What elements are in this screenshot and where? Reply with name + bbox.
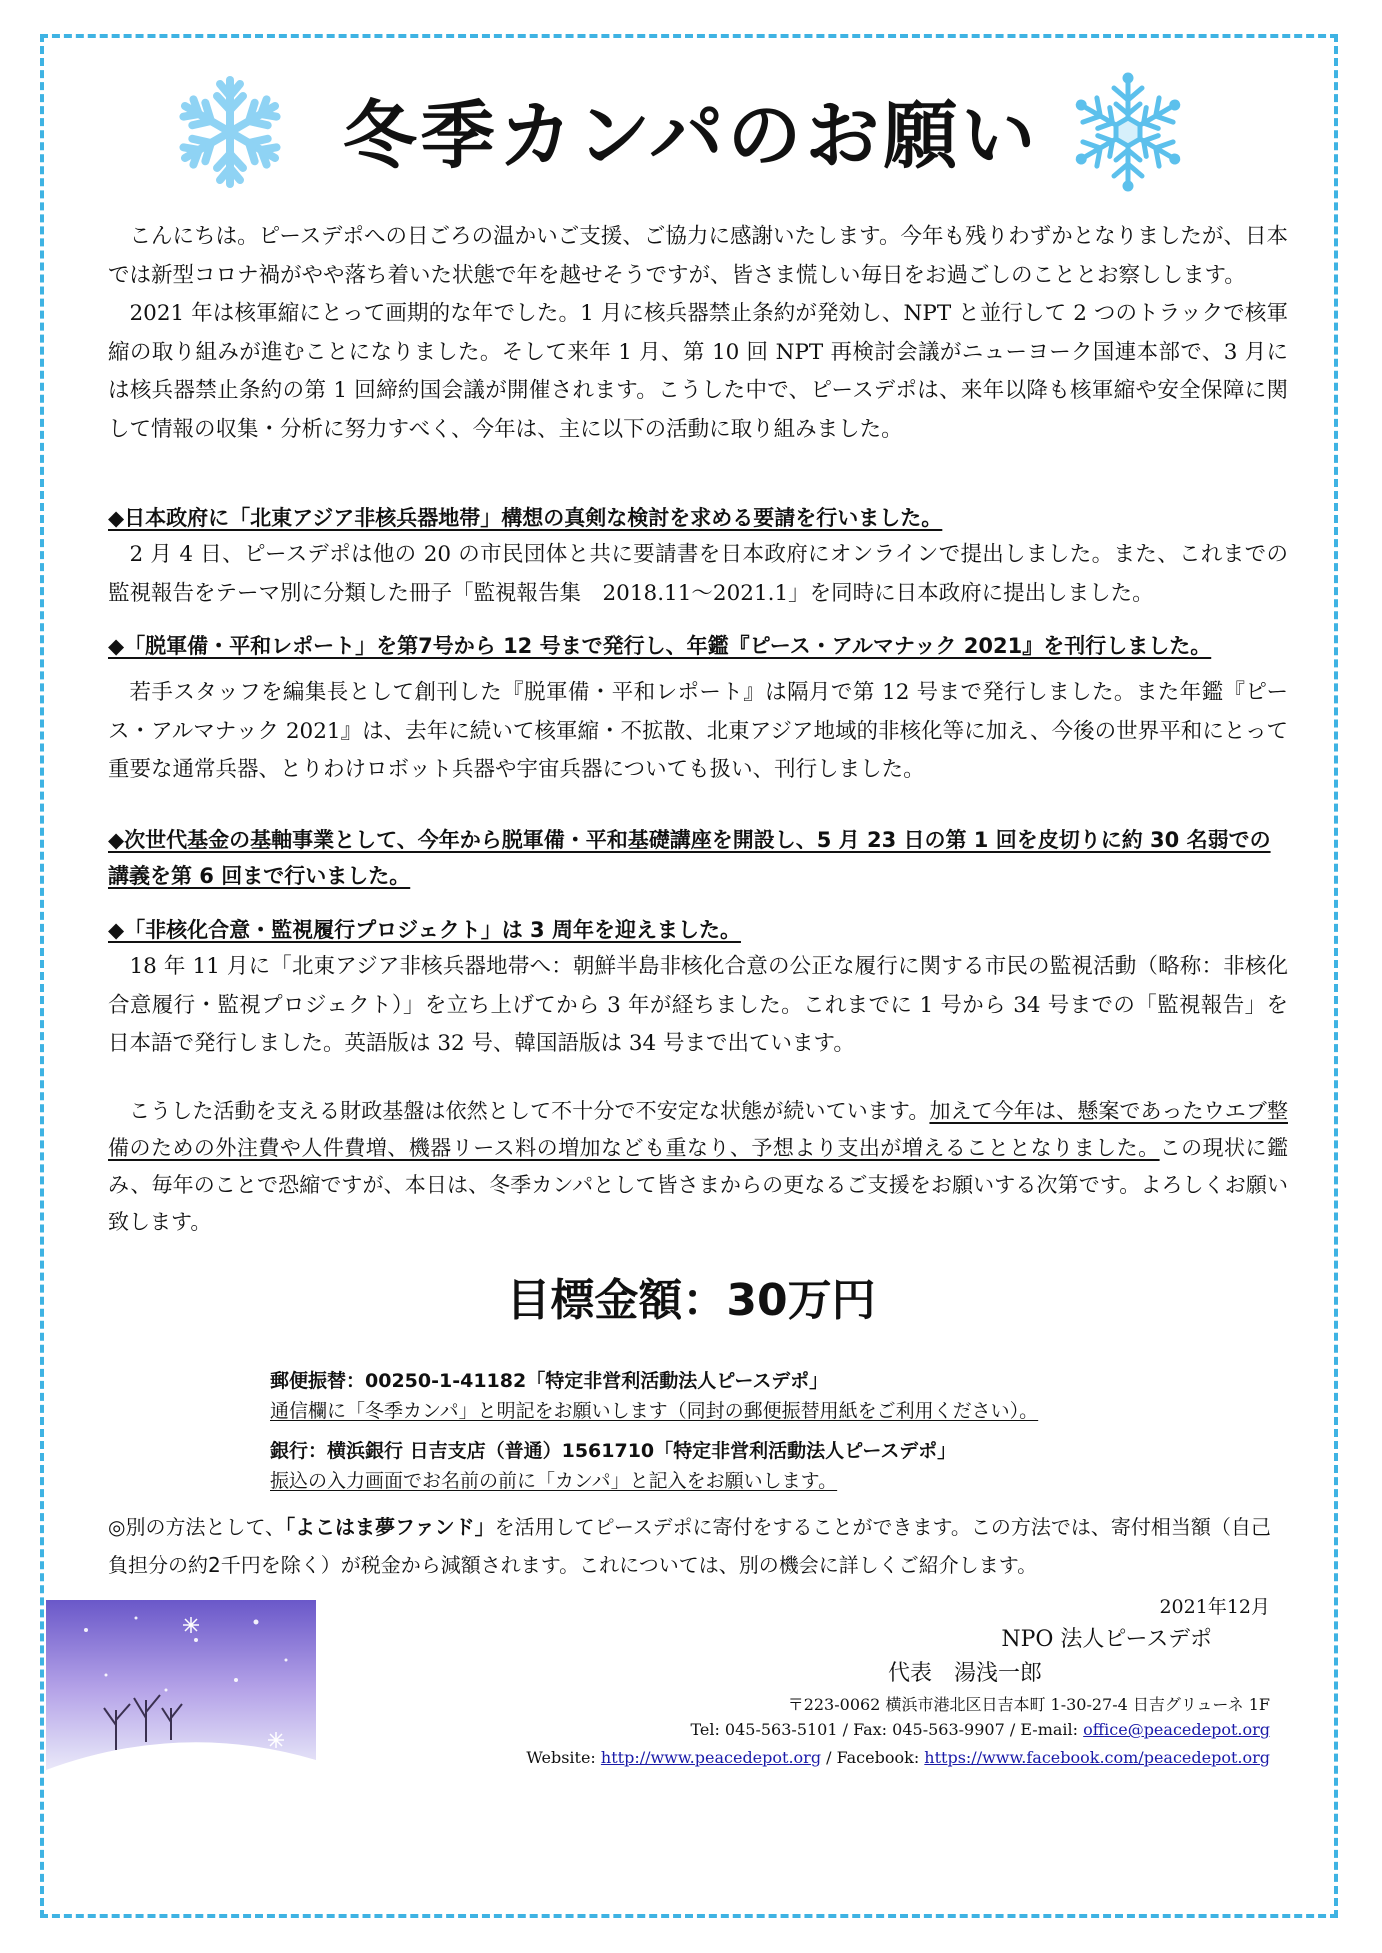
section-body: 若手スタッフを編集長として創刊した『脱軍備・平和レポート』は隔月で第 12 号まで発行しました。また年鑑『ピース・アルマナック 2021』は、去年に続いて核軍縮・不拡散、北東アジア地域的非核化等に加え、今後の世界平和にとって重要な通常兵器、とりわけロボット兵器や宇宙兵器についても扱い、刊行しました。 (108, 680, 1288, 782)
postal-note: 通信欄に「冬季カンパ」と明記をお願いします（同封の郵便振替用紙をご利用ください）。 (270, 1400, 1039, 1422)
bank-note: 振込の入力画面でお名前の前に「カンパ」と記入をお願いします。 (270, 1470, 838, 1492)
payment-bank (270, 1436, 1170, 1496)
section-heading: ◆「非核化合意・監視履行プロジェクト」は 3 周年を迎えました。 (108, 918, 741, 942)
section-body: 18 年 11 月に「北東アジア非核兵器地帯へ：朝鮮半島非核化合意の公正な履行に関する市民の監視活動（略称：非核化合意履行・監視プロジェクト）」を立ち上げてから 3 年が経ちました。これまでに 1 号から 34 号までの「監視報告」を日本語で発行しました。英語版は 32 号、韓国語版は 34 号まで出ています。 (108, 954, 1288, 1056)
postal-transfer: 郵便振替：00250-1-41182「特定非営利活動法人ピースデポ」 (270, 1370, 829, 1392)
page-title: 冬季カンパのお願い (342, 93, 1040, 179)
signature-address: 〒223-0062 横浜市港北区日吉本町 1-30-27-4 日吉グリューネ 1F (787, 1695, 1270, 1714)
appeal (108, 1093, 1288, 1241)
intro (108, 218, 1288, 449)
section-heading: ◆次世代基金の基軸事業として、今年から脱軍備・平和基礎講座を開設し、5 月 23 日の第 1 回を皮切りに約 30 名弱での講義を第 6 回まで行いました。 (108, 828, 1271, 888)
payment-postal (270, 1366, 1170, 1426)
section-1 (108, 500, 1288, 613)
winter-trees-image (46, 1600, 316, 1800)
section-4 (108, 912, 1288, 1064)
website-link[interactable]: http://www.peacedepot.org (600, 1748, 822, 1767)
appeal-paragraph: こうした活動を支える財政基盤は依然として不十分で不安定な状態が続いています。加えて今年は、懸案であったウエブ整備のための外注費や人件費増、機器リース料の増加なども重なり、予想より支出が増えることとなりました。この現状に鑑み、毎年のことで恐縮ですが、本日は、冬季カンパとして皆さまからの更なるご支援をお願いする次第です。よろしくお願い致します。 (108, 1099, 1289, 1234)
goal-amount: 目標金額：30万円 (506, 1275, 876, 1326)
section-body: 2 月 4 日、ピースデポは他の 20 の市民団体と共に要請書を日本政府にオンラインで提出しました。また、これまでの監視報告をテーマ別に分類した冊子「監視報告集 2018.11～2021.1」を同時に日本政府に提出しました。 (108, 542, 1288, 606)
signature-web: Website: http://www.peacedepot.org / Facebook: https://www.facebook.com/peacedepot.org (526, 1748, 1270, 1767)
bank-transfer: 銀行：横浜銀行 日吉支店（普通）1561710「特定非営利活動法人ピースデポ」 (270, 1440, 957, 1462)
section-heading: ◆「脱軍備・平和レポート」を第7号から 12 号まで発行し、年鑑『ピース・アルマナック 2021』を刊行しました。 (108, 634, 1212, 658)
signature-representative: 代表 湯浅一郎 (887, 1661, 1042, 1686)
email-link[interactable]: office@peacedepot.org (1083, 1720, 1270, 1739)
section-2 (108, 628, 1288, 790)
signature-contact: Tel: 045-563-5101 / Fax: 045-563-9907 / E-mail: office@peacedepot.org (690, 1720, 1270, 1739)
intro-paragraph-1: こんにちは。ピースデポへの日ごろの温かいご支援、ご協力に感謝いたします。今年も残りわずかとなりましたが、日本では新型コロナ禍がやや落ち着いた状態で年を越せそうですが、皆さま慌しい毎日をお過ごしのこととお察しします。 (108, 224, 1288, 288)
section-heading: ◆日本政府に「北東アジア非核兵器地帯」構想の真剣な検討を求める要請を行いました。 (108, 506, 943, 530)
intro-paragraph-2: 2021 年は核軍縮にとって画期的な年でした。1 月に核兵器禁止条約が発効し、NPT と並行して 2 つのトラックで核軍縮の取り組みが進むことになりました。そして来年 1 月、第 10 回 NPT 再検討会議がニューヨーク国連本部で、3 月には核兵器禁止条約の第 1 回締約国会議が開催されます。こうした中で、ピースデポは、来年以降も核軍縮や安全保障に関して情報の収集・分析に努力すべく、今年は、主に以下の活動に取り組みました。 (108, 301, 1288, 442)
signature-org: NPO 法人ピースデポ (1001, 1627, 1212, 1652)
alternative-note: ◎別の方法として、「よこはま夢ファンド」を活用してピースデポに寄付をすることができます。この方法では、寄付相当額（自己負担分の約2千円を除く）が税金から減額されます。これについては、別の機会に詳しくご紹介します。 (108, 1515, 1271, 1577)
section-3 (108, 822, 1288, 894)
signature-date: 2021年12月 (1159, 1596, 1270, 1618)
facebook-link[interactable]: https://www.facebook.com/peacedepot.org (924, 1748, 1270, 1767)
